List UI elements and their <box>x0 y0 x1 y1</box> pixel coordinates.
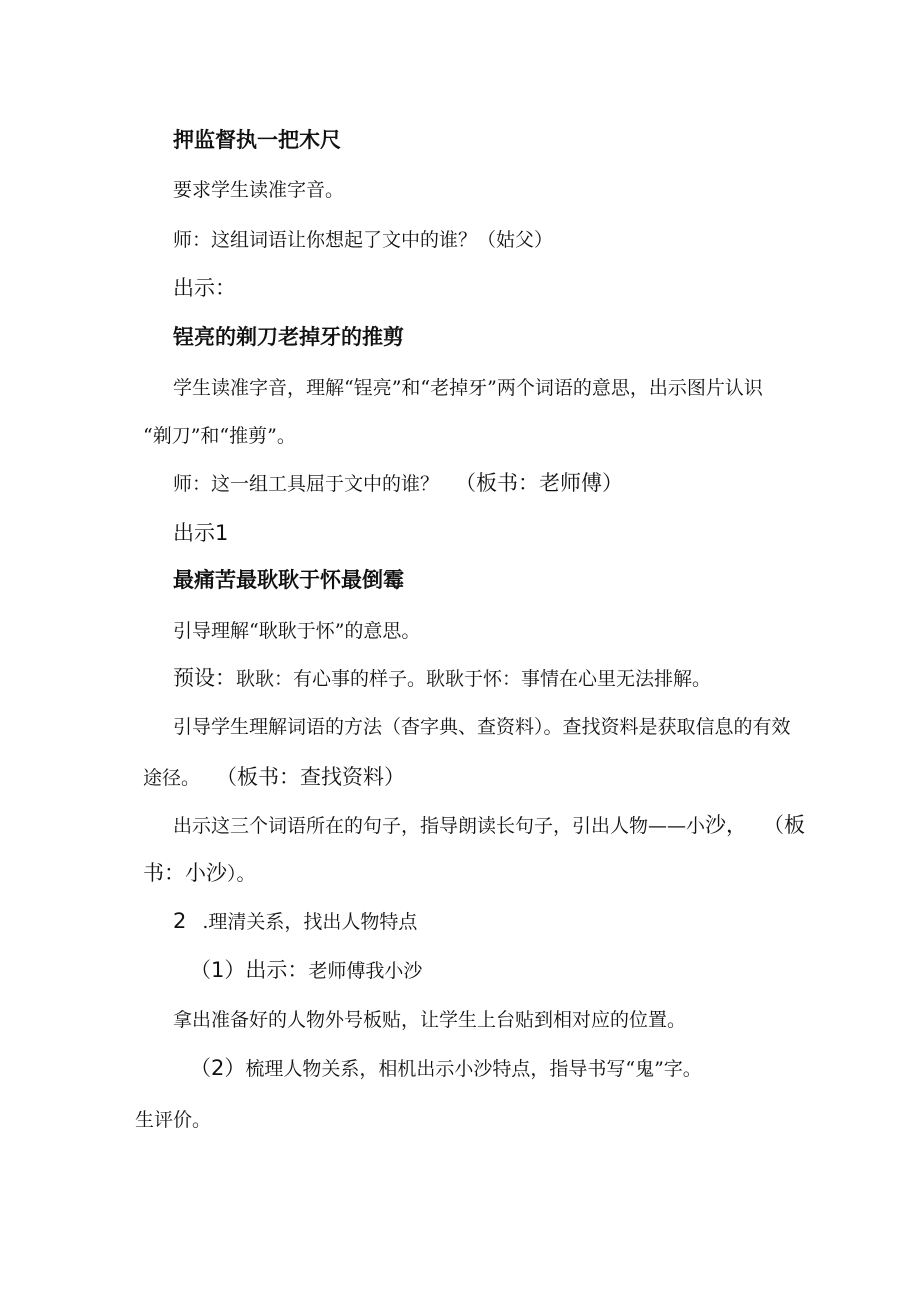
step-1-label: （1）出示： <box>190 958 309 982</box>
paragraph-board-stickers: 拿出准备好的人物外号板贴，让学生上台贴到相对应的位置。 <box>173 1009 687 1031</box>
preset-label: 预设： <box>173 666 236 690</box>
paragraph-understand-words: 学生读准字音，理解“锃亮”和“老掉牙”两个词语的意思，出示图片认识 <box>173 377 763 399</box>
method-cont-text: 途径。 <box>143 767 201 789</box>
paragraph-teacher-question-2 <box>173 471 623 497</box>
step-2 <box>190 1056 702 1082</box>
board-note-close: ）。 <box>227 863 256 885</box>
paragraph-teacher-question-1: 师：这组词语让你想起了文中的谁？（姑父） <box>173 229 554 251</box>
show-sentences-text: 出示这三个词语所在的句子，指导朗读长句子，引出人物——小 <box>173 815 706 837</box>
step-2-label: （2） <box>190 1056 246 1080</box>
vocab-group-3: 最痛苦最耿耿于怀最倒霉 <box>173 568 404 592</box>
step-1-text: 老师傅我小沙 <box>308 960 423 982</box>
step-1 <box>190 958 422 984</box>
paragraph-method: 引导学生理解词语的方法（杳字典、查资料）。查找资料是获取信息的有效 <box>173 716 791 738</box>
board-note-xiaosha: 书：小沙 <box>143 861 227 885</box>
preset-text: 耿耿：有心事的样子。耿耿于怀：事情在心里无法排解。 <box>236 668 712 690</box>
paragraph-guide-meaning: 引导理解“耿耿于怀”的意思。 <box>173 620 421 642</box>
show-label-2: 出示1 <box>173 521 229 545</box>
board-note-open: （板 <box>763 813 806 837</box>
section-number: 2 <box>173 909 187 933</box>
section-heading-2 <box>173 909 417 935</box>
vocab-group-1: 押监督执一把木尺 <box>173 128 341 152</box>
paragraph-show-sentences-cont <box>143 861 256 887</box>
board-note-research: （板书：查找资料） <box>216 765 406 789</box>
show-label: 出示： <box>173 276 236 300</box>
step-2-text: 梳理人物关系，相机出示小沙特点，指导书写“鬼”字。 <box>245 1058 702 1080</box>
section-title: .理清关系，找出人物特点 <box>202 911 418 933</box>
vocab-group-2: 锃亮的剃刀老掉牙的推剪 <box>173 325 404 349</box>
paragraph-preset <box>173 666 711 692</box>
paragraph-read-pronunciation: 要求学生读准字音。 <box>173 179 345 201</box>
board-note-master: （板书：老师傅） <box>455 471 624 495</box>
teacher-question-2-text: 师：这一组工具屈于文中的谁？ <box>173 473 440 495</box>
character-name: 沙， <box>705 813 748 837</box>
paragraph-understand-words-cont: “剃刀”和“推剪”。 <box>143 425 296 447</box>
paragraph-show-sentences <box>173 813 805 839</box>
paragraph-method-cont <box>143 765 405 791</box>
paragraph-student-evaluation: 生评价。 <box>135 1109 212 1131</box>
